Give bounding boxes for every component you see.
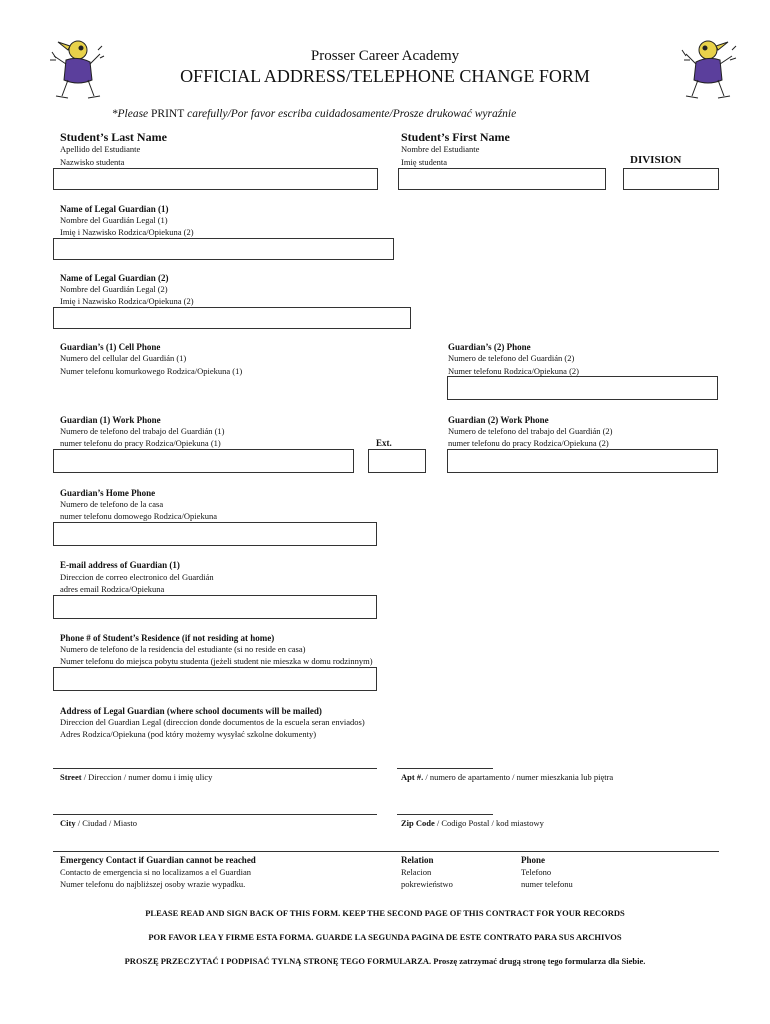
emergency-label: Emergency Contact if Guardian cannot be reached bbox=[60, 855, 256, 865]
zip-line[interactable] bbox=[397, 814, 493, 815]
guardian2-work-label-pl: numer telefonu do pracy Rodzica/Opiekuna (2) bbox=[448, 438, 609, 448]
relation-label-es: Relacion bbox=[401, 867, 432, 877]
first-name-label: Student’s First Name bbox=[401, 130, 510, 144]
email-field[interactable] bbox=[53, 595, 377, 619]
footer-instruction-es: POR FAVOR LEA Y FIRME ESTA FORMA. GUARDE LA SEGUNDA PAGINA DE ESTE CONTRATO PARA SUS ARCHIVOS bbox=[148, 932, 622, 942]
guardian2-phone-label: Guardian’s (2) Phone bbox=[448, 342, 531, 352]
guardian2-work-label-es: Numero de telefono del trabajo del Guardián (2) bbox=[448, 426, 613, 436]
guardian1-cell-label-pl: Numer telefonu komurkowego Rodzica/Opiekuna (1) bbox=[60, 366, 243, 376]
first-name-field[interactable] bbox=[398, 168, 606, 190]
footer-instruction-pl: PROSZĘ PRZECZYTAĆ I PODPISAĆ TYLNĄ STRONĘ TEGO FORMULARZA. Proszę zatrzymać drugą stronę tego formularza dla Siebie. bbox=[124, 956, 646, 966]
guardian2-phone-field[interactable] bbox=[447, 376, 718, 400]
email-label-pl: adres email Rodzica/Opiekuna bbox=[60, 584, 165, 594]
guardian2-phone-label-pl: Numer telefonu Rodzica/Opiekuna (2) bbox=[448, 366, 579, 376]
home-phone-field[interactable] bbox=[53, 522, 377, 546]
division-label: DIVISION bbox=[630, 154, 682, 166]
home-phone-label-es: Numero de telefono de la casa bbox=[60, 499, 164, 509]
print-instruction: *Please PRINT carefully/Por favor escriba cuidadosamente/Prosze drukować wyraźnie bbox=[111, 108, 517, 120]
guardian2-name-label-es: Nombre del Guardián Legal (2) bbox=[60, 284, 168, 294]
guardian1-name-label: Name of Legal Guardian (1) bbox=[60, 204, 169, 214]
guardian1-work-field[interactable] bbox=[53, 449, 354, 473]
guardian2-name-label: Name of Legal Guardian (2) bbox=[60, 273, 169, 283]
zip-label: Zip Code / Codigo Postal / kod miastowy bbox=[401, 818, 544, 828]
residence-phone-label-es: Numero de telefono de la residencia del estudiante (si no reside en casa) bbox=[60, 644, 306, 654]
guardian2-name-label-pl: Imię i Nazwisko Rodzica/Opiekuna (2) bbox=[60, 296, 194, 306]
emergency-phone-label-es: Telefono bbox=[521, 867, 552, 877]
email-label: E-mail address of Guardian (1) bbox=[60, 560, 180, 570]
emergency-phone-label-pl: numer telefonu bbox=[521, 879, 573, 889]
email-label-es: Direccion de correo electronico del Guardián bbox=[60, 572, 214, 582]
guardian2-phone-label-es: Numero de telefono del Guardián (2) bbox=[448, 353, 575, 363]
street-label: Street / Direccion / numer domu i imię ulicy bbox=[60, 772, 213, 782]
street-line[interactable] bbox=[53, 768, 377, 769]
apt-label: Apt #. / numero de apartamento / numer mieszkania lub piętra bbox=[401, 772, 614, 782]
guardian2-work-label: Guardian (2) Work Phone bbox=[448, 415, 549, 425]
school-name: Prosser Career Academy bbox=[310, 48, 460, 64]
guardian1-cell-label: Guardian’s (1) Cell Phone bbox=[60, 342, 161, 352]
address-label: Address of Legal Guardian (where school documents will be mailed) bbox=[60, 706, 322, 716]
guardian1-name-label-es: Nombre del Guardián Legal (1) bbox=[60, 215, 168, 225]
guardian1-work-label: Guardian (1) Work Phone bbox=[60, 415, 161, 425]
residence-phone-label: Phone # of Student’s Residence (if not residing at home) bbox=[60, 633, 275, 643]
guardian2-work-field[interactable] bbox=[447, 449, 718, 473]
city-line[interactable] bbox=[53, 814, 377, 815]
emergency-label-es: Contacto de emergencia si no localizamos a el Guardian bbox=[60, 867, 252, 877]
guardian1-name-label-pl: Imię i Nazwisko Rodzica/Opiekuna (2) bbox=[60, 227, 194, 237]
guardian1-work-label-pl: numer telefonu do pracy Rodzica/Opiekuna (1) bbox=[60, 438, 221, 448]
guardian1-cell-label-es: Numero del cellular del Guardián (1) bbox=[60, 353, 187, 363]
first-name-label-pl: Imię studenta bbox=[401, 157, 448, 167]
guardian2-name-field[interactable] bbox=[53, 307, 411, 329]
address-label-es: Direccion del Guardian Legal (direccion donde documentos de la escuela seran enviados) bbox=[60, 717, 365, 727]
division-field[interactable] bbox=[623, 168, 719, 190]
city-label: City / Ciudad / Miasto bbox=[60, 818, 137, 828]
last-name-label-pl: Nazwisko studenta bbox=[60, 157, 125, 167]
last-name-label: Student’s Last Name bbox=[60, 130, 167, 144]
form-title: OFFICIAL ADDRESS/TELEPHONE CHANGE FORM bbox=[180, 66, 590, 86]
emergency-label-pl: Numer telefonu do najbliższej osoby wrazie wypadku. bbox=[60, 879, 246, 889]
last-name-label-es: Apellido del Estudiante bbox=[60, 144, 141, 154]
home-phone-label-pl: numer telefonu domowego Rodzica/Opiekuna bbox=[60, 511, 217, 521]
relation-label-pl: pokrewieństwo bbox=[401, 879, 453, 889]
ext-field[interactable] bbox=[368, 449, 426, 473]
address-label-pl: Adres Rodzica/Opiekuna (pod który możemy wysyłać szkolne dokumenty) bbox=[60, 729, 317, 739]
apt-line[interactable] bbox=[397, 768, 493, 769]
emergency-line[interactable] bbox=[53, 851, 719, 852]
home-phone-label: Guardian’s Home Phone bbox=[60, 488, 156, 498]
first-name-label-es: Nombre del Estudiante bbox=[401, 144, 480, 154]
footer-instruction-en: PLEASE READ AND SIGN BACK OF THIS FORM. KEEP THE SECOND PAGE OF THIS CONTRACT FOR YOUR RECORDS bbox=[145, 908, 625, 918]
last-name-field[interactable] bbox=[53, 168, 378, 190]
residence-phone-label-pl: Numer telefonu do miejsca pobytu studenta (jeżeli student nie mieszka w domu rodzinnym) bbox=[60, 656, 373, 666]
relation-label: Relation bbox=[401, 855, 434, 865]
emergency-phone-label: Phone bbox=[521, 855, 546, 865]
residence-phone-field[interactable] bbox=[53, 667, 377, 691]
guardian1-name-field[interactable] bbox=[53, 238, 394, 260]
guardian1-work-label-es: Numero de telefono del trabajo del Guardián (1) bbox=[60, 426, 225, 436]
ext-label: Ext. bbox=[376, 438, 392, 448]
